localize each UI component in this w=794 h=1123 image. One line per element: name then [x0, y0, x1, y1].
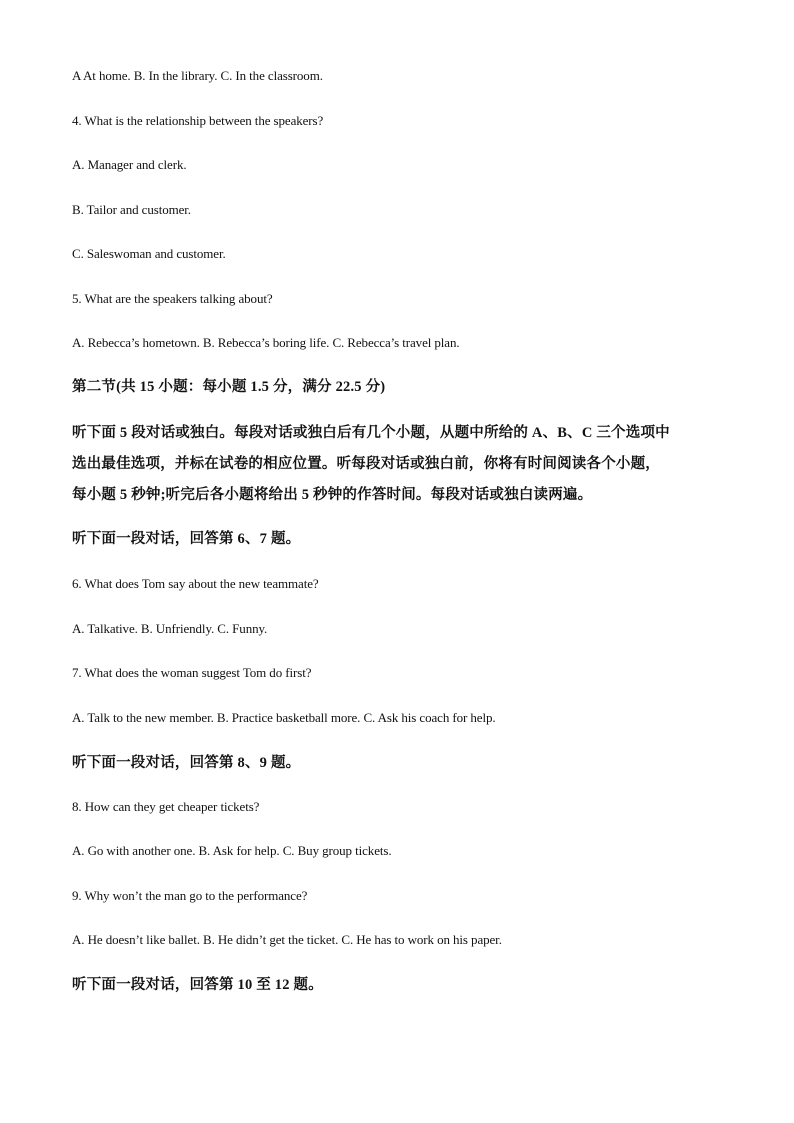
option-4a: A. Manager and clerk. — [72, 157, 187, 172]
section-instructions-line-2: 选出最佳选项，并标在试卷的相应位置。听每段对话或独白前，你将有时间阅读各个小题， — [72, 456, 660, 472]
answer-options-q7: A. Talk to the new member. B. Practice basketball more. C. Ask his coach for help. — [72, 710, 496, 725]
section-instructions-line-1: 听下面 5 段对话或独白。每段对话或独白后有几个小题，从题中所给的 A、B、C 三个选项中 — [72, 425, 670, 441]
answer-options-q5: A. Rebecca’s hometown. B. Rebecca’s boring life. C. Rebecca’s travel plan. — [72, 335, 460, 350]
question-4: 4. What is the relationship between the speakers? — [72, 113, 324, 128]
section-heading: 第二节(共 15 小题：每小题 1.5 分，满分 22.5 分) — [72, 379, 386, 395]
answer-options-q3: A At home. B. In the library. C. In the classroom. — [72, 68, 323, 83]
question-7: 7. What does the woman suggest Tom do first? — [72, 665, 312, 680]
dialogue-heading-10-12: 听下面一段对话，回答第 10 至 12 题。 — [72, 977, 323, 993]
question-8: 8. How can they get cheaper tickets? — [72, 799, 260, 814]
dialogue-heading-6-7: 听下面一段对话，回答第 6、7 题。 — [72, 531, 301, 547]
option-4c: C. Saleswoman and customer. — [72, 246, 226, 261]
option-4b: B. Tailor and customer. — [72, 202, 191, 217]
section-instructions-line-3: 每小题 5 秒钟;听完后各小题将给出 5 秒钟的作答时间。每段对话或独白读两遍。 — [72, 487, 593, 503]
question-9: 9. Why won’t the man go to the performance? — [72, 888, 308, 903]
question-5: 5. What are the speakers talking about? — [72, 291, 273, 306]
question-6: 6. What does Tom say about the new teammate? — [72, 576, 319, 591]
dialogue-heading-8-9: 听下面一段对话，回答第 8、9 题。 — [72, 755, 301, 771]
answer-options-q8: A. Go with another one. B. Ask for help. C. Buy group tickets. — [72, 843, 392, 858]
answer-options-q9: A. He doesn’t like ballet. B. He didn’t get the ticket. C. He has to work on his paper. — [72, 932, 502, 947]
answer-options-q6: A. Talkative. B. Unfriendly. C. Funny. — [72, 621, 268, 636]
